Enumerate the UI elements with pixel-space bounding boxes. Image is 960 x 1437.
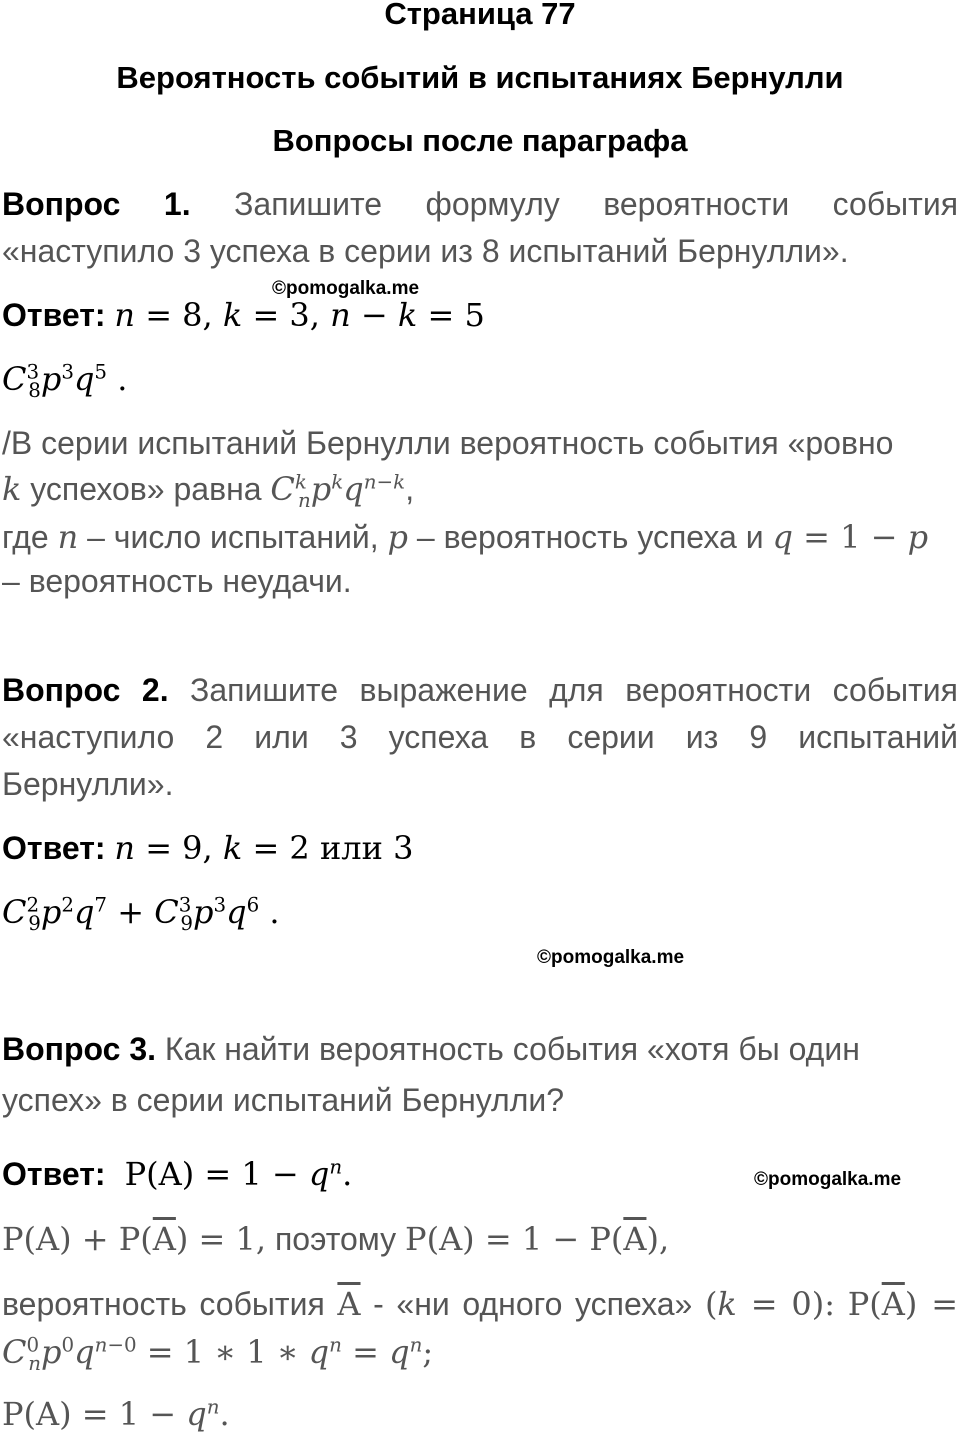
q2-formula: $C^2_9p^2q^7 + C^3_9p^3q^6$ . bbox=[2, 893, 280, 936]
q3-answer-label: Ответ: bbox=[2, 1156, 106, 1192]
q1-answer bbox=[2, 296, 485, 334]
q2-text-line3: Бернулли». bbox=[2, 766, 174, 802]
var-k: k bbox=[2, 470, 22, 508]
k-zero: (k = 0): bbox=[704, 1285, 836, 1323]
q3-expl-line2-a: вероятность события bbox=[2, 1286, 325, 1322]
bernoulli-general-formula: $C^k_np^kq^{n-k}$ bbox=[270, 470, 406, 513]
q3-expl-line2-b: - «ни одного успеха» bbox=[373, 1286, 693, 1322]
page-number: Страница 77 bbox=[384, 0, 576, 31]
complement-formula: $P(A) = 1 - P(\overline{A})$, bbox=[405, 1220, 670, 1258]
q3-line1 bbox=[2, 1031, 860, 1068]
q2-answer bbox=[2, 829, 413, 867]
q3-answer-math: $P(A) = 1 - q^n$. bbox=[114, 1155, 353, 1193]
q1-expl-line2-text: успехов» равна bbox=[21, 471, 271, 507]
q1-line1 bbox=[2, 186, 958, 223]
q1-text-line1: Запишите формулу вероятности события bbox=[234, 186, 959, 222]
a-bar: $\overline{A}$ bbox=[337, 1285, 361, 1323]
q1-expl-line2: k успехов» равна $C^k_np^kq^{n-k}$, bbox=[2, 470, 415, 513]
watermark-1: ©pomogalka.me bbox=[272, 278, 420, 299]
q1-text-line2: «наступило 3 успеха в серии из 8 испытаний Бернулли». bbox=[2, 233, 849, 269]
q1-answer-math: n = 8, k = 3, n − k = 5 bbox=[114, 296, 485, 334]
var-n: n bbox=[57, 518, 79, 556]
q3-label: Вопрос 3. bbox=[2, 1031, 157, 1067]
q1-expl-line3-a: где bbox=[2, 519, 58, 555]
var-p: p bbox=[387, 518, 409, 556]
q3-expl-line3: $C^0_np^0q^{n-0} = 1$ ∗ 1 ∗ $q^n = q^n$; bbox=[2, 1333, 434, 1376]
q1-formula: $C^3_8p^3q^5$ . bbox=[2, 360, 128, 403]
q-equals-1-minus-p: q = 1 − p bbox=[772, 518, 929, 556]
q2-line1 bbox=[2, 672, 958, 709]
watermark-3: ©pomogalka.me bbox=[754, 1169, 902, 1190]
q2-answer-label: Ответ: bbox=[2, 830, 106, 866]
q1-expl-line1: /В серии испытаний Бернулли вероятность события «ровно bbox=[2, 425, 894, 461]
q3-answer bbox=[2, 1155, 352, 1193]
q3-text-line1: Как найти вероятность события «хотя бы один bbox=[164, 1031, 860, 1067]
q1-expl-line3-c: – вероятность успеха и bbox=[408, 519, 773, 555]
q2-text-line1: Запишите выражение для вероятности события bbox=[190, 672, 958, 708]
watermark-2: ©pomogalka.me bbox=[537, 947, 685, 968]
q1-expl-line3-b: – число испытаний, bbox=[78, 519, 388, 555]
q1-answer-label: Ответ: bbox=[2, 297, 106, 333]
q3-expl-line1-text: поэтому bbox=[274, 1221, 397, 1257]
q2-text-line2: «наступило 2 или 3 успеха в серии из 9 испытаний bbox=[2, 719, 958, 755]
q1-expl-line4: – вероятность неудачи. bbox=[2, 563, 352, 599]
q1-expl-line3 bbox=[2, 518, 928, 556]
q3-expl-line4: $P(A) = 1 - q^n$. bbox=[2, 1395, 230, 1433]
q3-expl-line2 bbox=[2, 1285, 958, 1323]
q2-label: Вопрос 2. bbox=[2, 672, 169, 708]
p-a-bar: $P(\overline{A})$ = bbox=[847, 1285, 959, 1323]
section-title: Вопросы после параграфа bbox=[272, 123, 688, 158]
sum-prob-formula: $P(A) + P(\overline{A}) = 1$, bbox=[2, 1220, 267, 1258]
topic-title: Вероятность событий в испытаниях Бернулли bbox=[116, 60, 844, 95]
q1-label: Вопрос 1. bbox=[2, 186, 191, 222]
q2-answer-math: n = 9, k = 2 или 3 bbox=[114, 829, 414, 867]
q3-expl-line1 bbox=[2, 1220, 669, 1258]
q3-text-line2: успех» в серии испытаний Бернулли? bbox=[2, 1082, 565, 1118]
